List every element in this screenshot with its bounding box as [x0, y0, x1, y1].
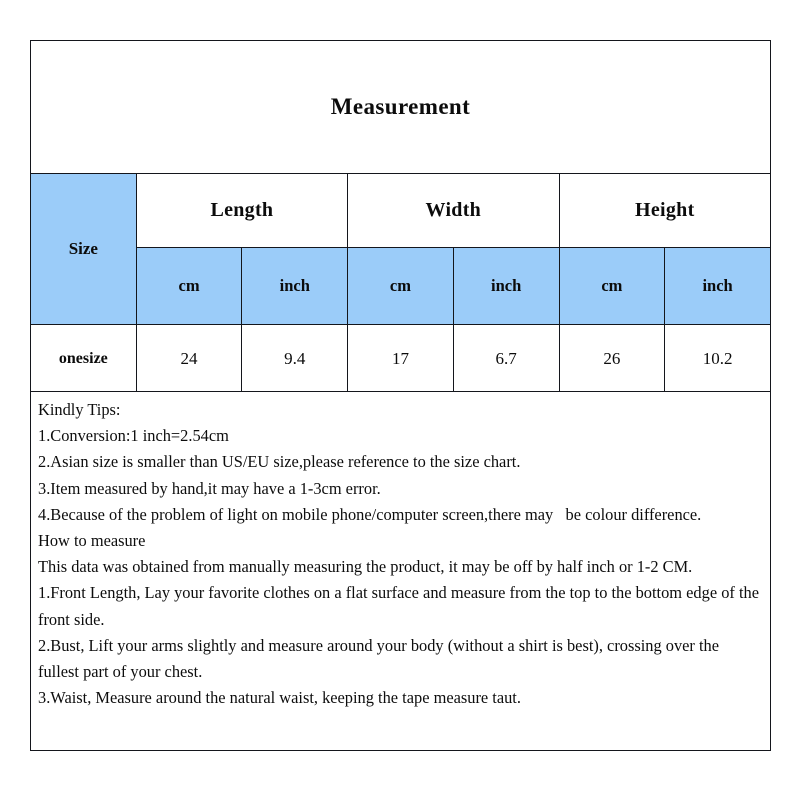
tips-line: 3.Waist, Measure around the natural waist, keeping the tape measure taut.: [38, 688, 521, 708]
tips-line: 2.Bust, Lift your arms slightly and measure around your body (without a shirt is best), crossing over the fullest part of your chest.: [38, 635, 724, 682]
unit-header-length-cm: cm: [136, 248, 242, 325]
row-size-label: onesize: [31, 325, 137, 394]
cell-length-inch: 9.4: [242, 325, 348, 394]
column-header-size: Size: [31, 174, 137, 325]
table-header-row-units: [31, 248, 771, 325]
unit-header-height-cm: cm: [559, 248, 665, 325]
column-header-length: Length: [136, 174, 347, 248]
table-header-row-groups: [31, 174, 771, 248]
cell-width-inch: 6.7: [453, 325, 559, 394]
unit-header-width-cm: cm: [348, 248, 454, 325]
cell-height-inch: 10.2: [665, 325, 771, 394]
tips-line: This data was obtained from manually measuring the product, it may be off by half inch or 1-2 CM.: [38, 557, 693, 577]
unit-header-width-inch: inch: [453, 248, 559, 325]
cell-width-cm: 17: [348, 325, 454, 394]
unit-header-length-inch: inch: [242, 248, 348, 325]
unit-header-height-inch: inch: [665, 248, 771, 325]
tips-line: 1.Front Length, Lay your favorite clothes on a flat surface and measure from the top to the bottom edge of the front side.: [38, 583, 764, 629]
table-title-row: [31, 41, 771, 174]
tips-line: 3.Item measured by hand,it may have a 1-3cm error.: [38, 478, 381, 498]
tips-line: 1.Conversion:1 inch=2.54cm: [38, 426, 229, 446]
cell-length-cm: 24: [136, 325, 242, 394]
tips-line: 2.Asian size is smaller than US/EU size,please reference to the size chart.: [38, 452, 521, 472]
tips-line: How to measure: [38, 531, 146, 551]
table-row: [31, 325, 771, 394]
measurement-table: [30, 40, 771, 394]
column-header-width: Width: [348, 174, 559, 248]
cell-height-cm: 26: [559, 325, 665, 394]
column-header-height: Height: [559, 174, 770, 248]
page-title: Measurement: [31, 41, 771, 174]
kindly-tips-box: [30, 391, 771, 751]
tips-line: Kindly Tips:: [38, 400, 121, 419]
tips-line: 4.Because of the problem of light on mobile phone/computer screen,there may be colour difference.: [38, 504, 702, 524]
